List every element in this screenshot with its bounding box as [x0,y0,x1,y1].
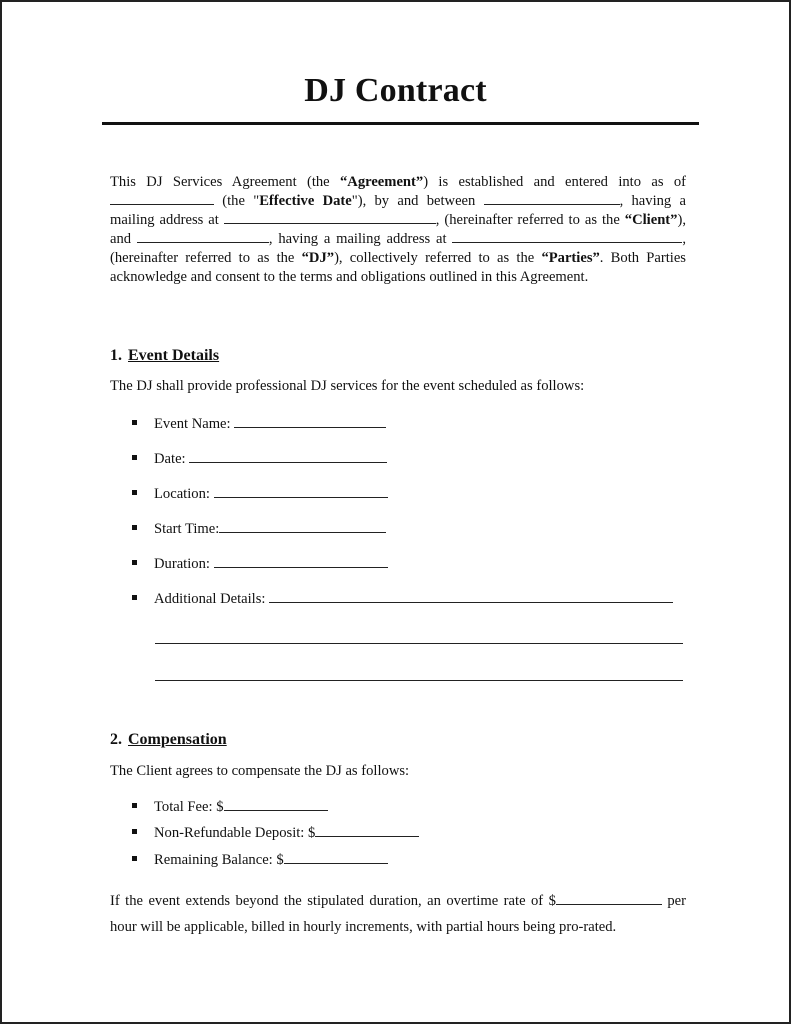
list-item [132,824,419,842]
intro-paragraph [110,173,686,287]
section-1-heading [110,347,219,365]
bullet-icon [132,490,137,495]
field-label: Remaining Balance: $ [154,852,284,868]
overtime-rate-field[interactable] [556,892,662,905]
list-item [132,520,386,538]
dj-address-blank[interactable] [452,230,682,243]
intro-text: , (hereinafter referred to as the [110,231,686,266]
title-divider [102,122,699,125]
overtime-paragraph [110,888,686,940]
start-time-field[interactable] [219,520,386,533]
event-name-field[interactable] [234,415,386,428]
effective-date-blank[interactable] [110,192,214,205]
section-2-intro: The Client agrees to compensate the DJ as follows: [110,763,410,779]
additional-details-line[interactable] [155,643,683,644]
field-label: Non-Refundable Deposit: $ [154,825,316,841]
field-label: Date: [154,451,186,467]
bullet-icon [132,595,137,600]
field-label: Additional Details: [154,591,266,607]
field-label: Start Time: [154,521,220,537]
term-dj: “DJ” [301,250,335,266]
overtime-text: If the event extends beyond the stipulated duration, an overtime rate of $ [110,893,556,909]
section-number: 1. [110,347,122,364]
intro-text: , having a mailing address at [110,193,686,228]
intro-text: , (hereinafter referred to as the [435,212,625,228]
intro-text: (the " [214,193,260,209]
field-label: Total Fee: $ [154,799,224,815]
list-item [132,590,673,608]
term-agreement: “Agreement” [339,174,424,190]
bullet-icon [132,829,137,834]
intro-text: ), collectively referred to as the [334,250,542,266]
dj-name-blank[interactable] [137,230,269,243]
intro-text: . Both Parties acknowledge and consent to the terms and obligations outlined in this Agreement. [110,250,686,285]
term-parties: “Parties” [541,250,600,266]
list-item [132,555,388,573]
bullet-icon [132,420,137,425]
field-label: Location: [154,486,210,502]
bullet-icon [132,455,137,460]
duration-field[interactable] [214,555,388,568]
term-client: “Client” [624,212,678,228]
intro-text: ) is established and entered into as of [423,174,686,190]
overtime-text: per hour will be applicable, billed in hourly increments, with partial hours being pro-rated. [110,893,686,935]
section-2-heading [110,731,227,749]
document-title: DJ Contract [304,72,487,109]
intro-text: This DJ Services Agreement (the [110,174,340,190]
list-item [132,485,388,503]
deposit-field[interactable] [315,824,419,837]
intro-text: , having a mailing address at [268,231,453,247]
total-fee-field[interactable] [224,798,328,811]
list-item [132,415,386,433]
field-label: Duration: [154,556,210,572]
bullet-icon [132,525,137,530]
date-field[interactable] [189,450,387,463]
list-item [132,798,328,816]
additional-details-field[interactable] [269,590,673,603]
section-title: Event Details [128,347,220,364]
term-effective-date: Effective Date [259,193,352,209]
section-number: 2. [110,731,122,748]
bullet-icon [132,856,137,861]
additional-details-line[interactable] [155,680,683,681]
list-item [132,450,387,468]
bullet-icon [132,560,137,565]
section-title: Compensation [128,731,227,748]
bullet-icon [132,803,137,808]
client-name-blank[interactable] [484,192,620,205]
intro-text: "), by and between [351,193,484,209]
list-item [132,851,388,869]
intro-text: ), and [110,212,686,247]
location-field[interactable] [214,485,388,498]
client-address-blank[interactable] [224,211,436,224]
remaining-balance-field[interactable] [284,851,388,864]
field-label: Event Name: [154,416,231,432]
section-1-intro: The DJ shall provide professional DJ services for the event scheduled as follows: [110,378,585,394]
